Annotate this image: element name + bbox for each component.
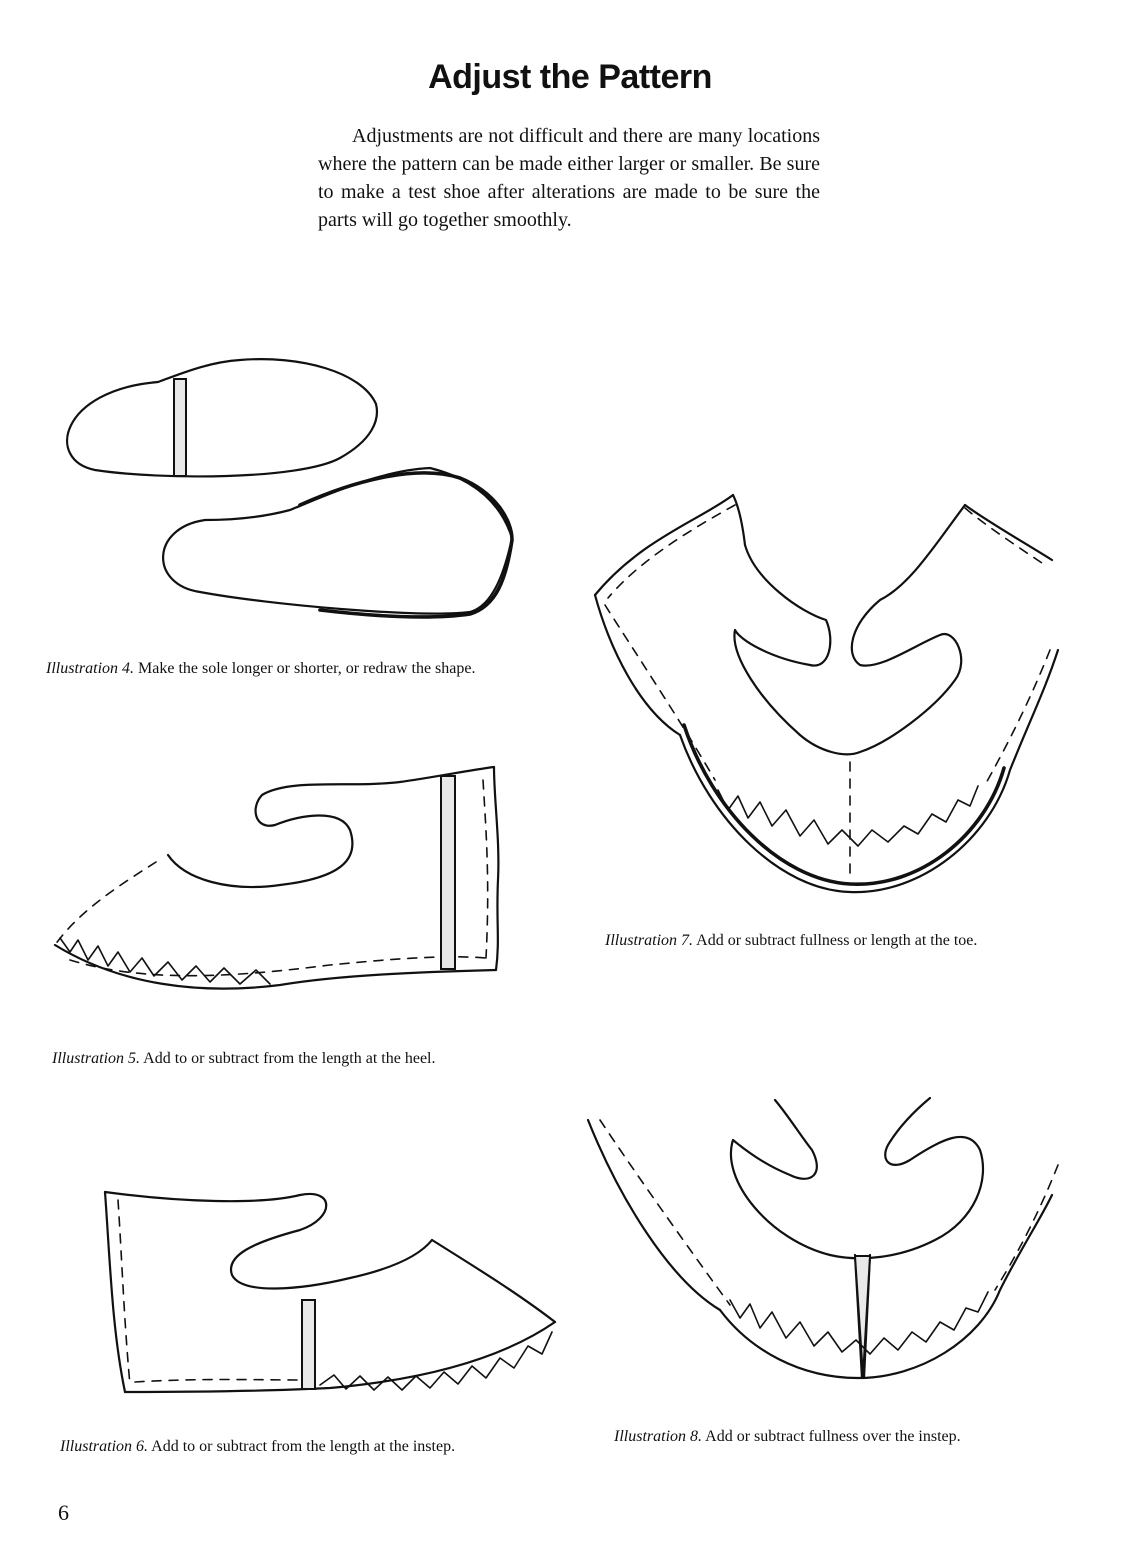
illustration-6-label: Illustration 6. (60, 1438, 149, 1455)
sole-adjust-band (174, 379, 186, 476)
illustration-7-caption (605, 932, 977, 950)
page-title: Adjust the Pattern (428, 58, 712, 96)
intro-paragraph: Adjustments are not difficult and there are many locations where the pattern can be made either larger or smaller. Be sure to make a test shoe after alterations are made to be sure the parts will go together smoothly. (318, 125, 820, 231)
illustration-4-text: Make the sole longer or shorter, or redraw the shape. (134, 660, 476, 677)
illustration-6-caption (60, 1438, 455, 1456)
illustration-7-figure (595, 495, 1058, 892)
illustration-5-text: Add to or subtract from the length at the heel. (140, 1050, 436, 1067)
illustration-4-caption (46, 660, 475, 678)
illustration-8-figure (588, 1098, 1058, 1378)
sole-redrawn (163, 468, 512, 617)
illustration-7-text: Add or subtract fullness or length at the toe. (693, 932, 978, 949)
page-number: 6 (58, 1500, 69, 1525)
illustration-4-figure (67, 359, 512, 617)
illustration-8-caption (614, 1428, 961, 1446)
illustration-5-figure (55, 767, 498, 989)
illustration-4-label: Illustration 4. (46, 660, 135, 677)
illustration-5-caption (52, 1050, 436, 1068)
illustration-5-label: Illustration 5. (52, 1050, 141, 1067)
illustration-6-figure (105, 1192, 555, 1392)
illustration-7-label: Illustration 7. (605, 932, 694, 949)
illustration-8-label: Illustration 8. (614, 1428, 703, 1445)
instep-adjust-band (302, 1300, 315, 1389)
illustration-6-text: Add to or subtract from the length at the instep. (148, 1438, 456, 1455)
heel-adjust-band (441, 776, 455, 969)
illustration-8-text: Add or subtract fullness over the instep. (702, 1428, 961, 1445)
sole-original (67, 359, 377, 476)
